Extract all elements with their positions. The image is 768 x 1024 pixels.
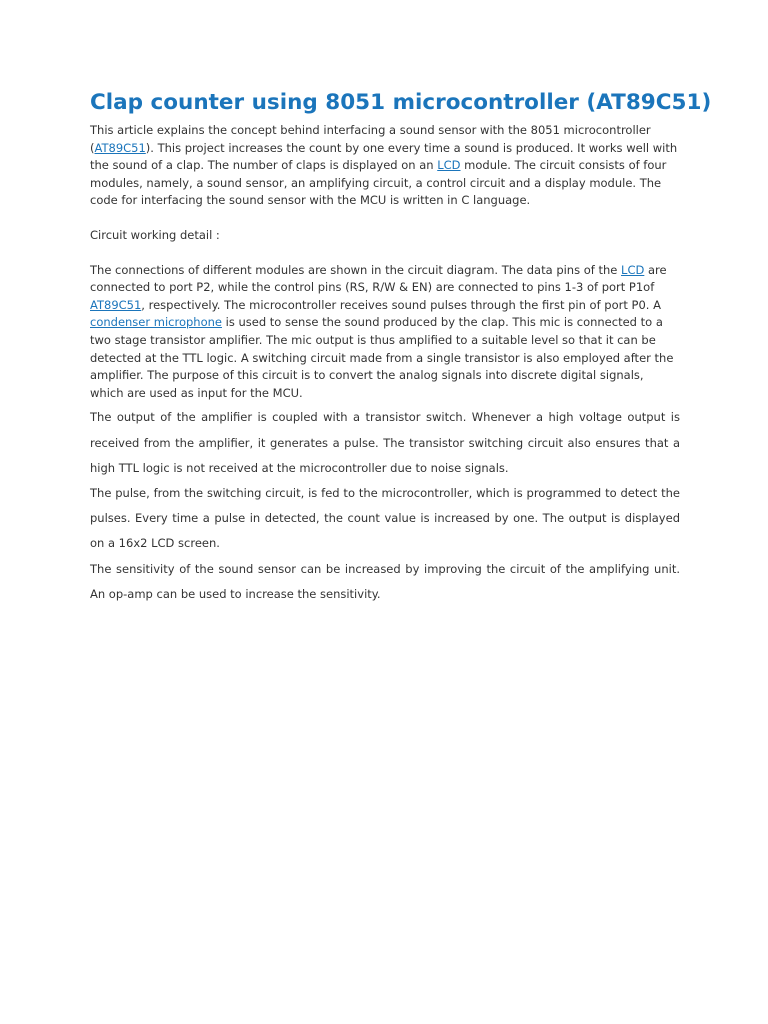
condenser-microphone-link[interactable]: condenser microphone xyxy=(90,315,222,330)
intro-text-1: This article explains the concept behind interfacing a sound sensor with the 8051 microcontroller ( xyxy=(90,123,651,155)
article-title: Clap counter using 8051 microcontroller (AT89C51) xyxy=(90,90,712,115)
at89c51-link-2[interactable]: AT89C51 xyxy=(90,297,142,312)
article xyxy=(90,88,712,607)
section-heading: Circuit working detail : xyxy=(90,227,220,242)
sensitivity-paragraph: The sensitivity of the sound sensor can be increased by improving the circuit of the amplifying unit. An op-amp can be used to increase the sensitivity. xyxy=(90,561,680,601)
at89c51-link[interactable]: AT89C51 xyxy=(94,140,146,155)
amplifier-paragraph: The output of the amplifier is coupled with a transistor switch. Whenever a high voltage output is received from the amplifier, it generates a pulse. The transistor switching circuit also ensures that a high TTL logic is not received at the microcontroller due to noise signals. xyxy=(90,410,680,475)
connections-text-3: , respectively. The microcontroller receives sound pulses through the first pin of port P0. A xyxy=(141,297,661,312)
intro-text-2: ). This project increases the count by one every time a sound is produced. It works well with the sound of a clap. The number of claps is displayed on an xyxy=(90,140,678,173)
intro-text-3: module. The circuit consists of four modules, namely, a sound sensor, an amplifying circuit, a control circuit and a display module. The code for interfacing the sound sensor with the MCU is written in C language. xyxy=(90,158,667,208)
intro-paragraph xyxy=(90,122,680,210)
connections-text-1: The connections of different modules are shown in the circuit diagram. The data pins of the xyxy=(90,262,622,277)
connections-text-2: are connected to port P2, while the control pins (RS, R/W & EN) are connected to pins 1-3 of port P1of xyxy=(90,262,667,295)
lcd-link-2[interactable]: LCD xyxy=(621,262,645,277)
connections-text-4: is used to sense the sound produced by the clap. This mic is connected to a two stage transistor amplifier. The mic output is thus amplified to a suitable level so that it can be detected at the TTL logic. A switching circuit made from a single transistor is also employed after the amplifier. The purpose of this circuit is to convert the analog signals into discrete digital signals, which are used as input for the MCU. xyxy=(90,315,674,400)
lcd-link[interactable]: LCD xyxy=(437,158,461,173)
connections-paragraph xyxy=(90,262,680,403)
pulse-paragraph: The pulse, from the switching circuit, is fed to the microcontroller, which is programmed to detect the pulses. Every time a pulse in detected, the count value is increased by one. The output is displayed on a 16x2 LCD screen. xyxy=(90,485,680,551)
